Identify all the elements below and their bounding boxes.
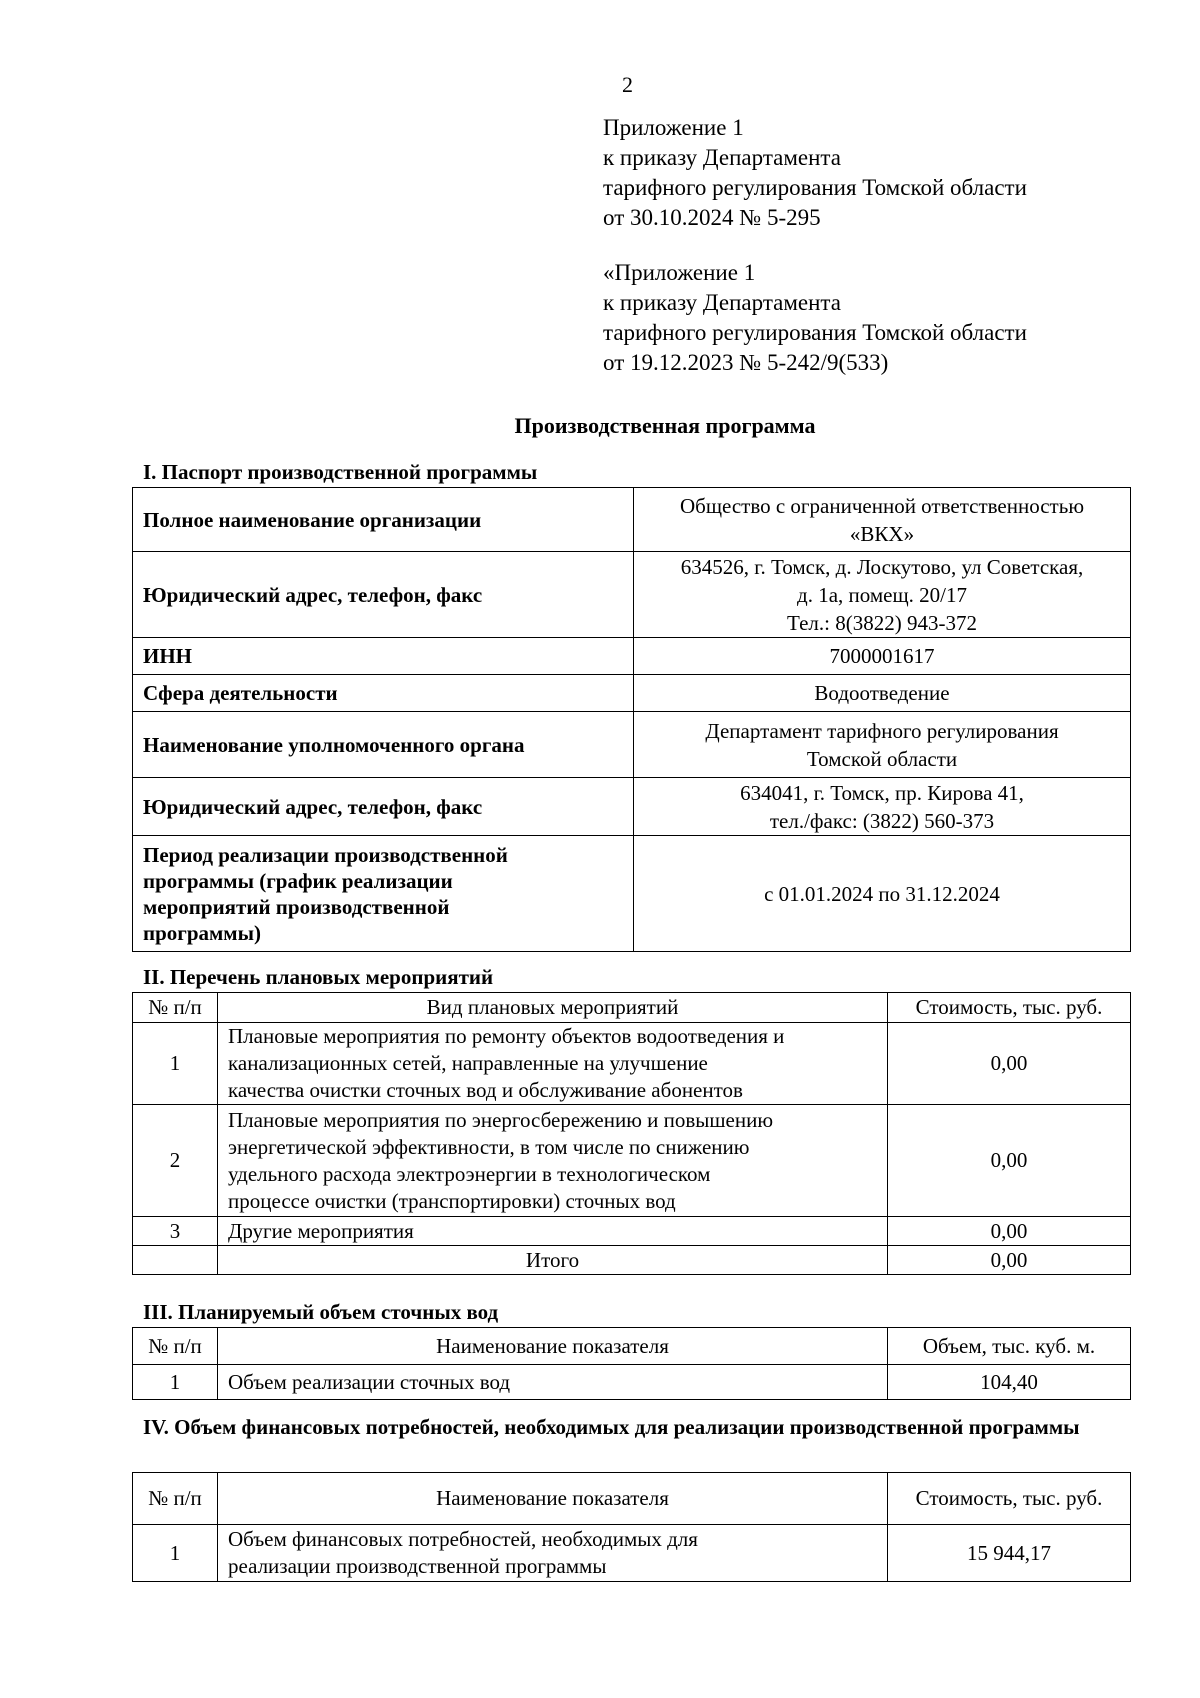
value-line: тел./факс: (3822) 560-373: [769, 808, 995, 833]
text-line: качества очистки сточных вод и обслуживание абонентов: [228, 1078, 743, 1102]
total-label: Итого: [218, 1246, 888, 1275]
indicator-value: 104,40: [888, 1365, 1131, 1400]
value-line: Тел.: 8(3822) 943-372: [787, 610, 977, 635]
indicator-cost: 15 944,17: [888, 1525, 1131, 1582]
table-row: [133, 1525, 1131, 1582]
text-line: реализации производственной программы: [228, 1554, 607, 1578]
appendix-line: тарифного регулирования Томской области: [603, 320, 1027, 345]
activity-cost: 0,00: [888, 1105, 1131, 1217]
document-title: Производственная программа: [514, 413, 816, 438]
table-row: [133, 1365, 1131, 1400]
wastewater-volume-table: [132, 1327, 1131, 1400]
passport-label: Наименование уполномоченного органа: [133, 712, 634, 778]
table-header-row: [133, 993, 1131, 1023]
section-1-heading: I. Паспорт производственной программы: [143, 460, 538, 484]
text-line: удельного расхода электроэнергии в технологическом: [228, 1161, 711, 1186]
activity-name: [218, 1023, 888, 1105]
indicator-name: [218, 1525, 888, 1582]
activity-name: [218, 1105, 888, 1217]
table-row: [133, 1217, 1131, 1246]
passport-value: [634, 712, 1131, 778]
passport-label: Сфера деятельности: [133, 675, 634, 712]
table-row: [133, 778, 1131, 836]
column-header: Объем, тыс. куб. м.: [888, 1328, 1131, 1365]
text-line: Объем финансовых потребностей, необходимых для: [228, 1527, 698, 1551]
activity-name: Другие мероприятия: [218, 1217, 888, 1246]
appendix-line: от 30.10.2024 № 5-295: [603, 205, 821, 230]
appendix-line: тарифного регулирования Томской области: [603, 175, 1027, 200]
table-row: [133, 1023, 1131, 1105]
appendix-line: от 19.12.2023 № 5-242/9(533): [603, 350, 889, 375]
passport-label: Юридический адрес, телефон, факс: [133, 552, 634, 638]
value-line: «ВКХ»: [849, 521, 915, 546]
table-header-row: [133, 1473, 1131, 1525]
appendix-line: Приложение 1: [603, 115, 744, 140]
activity-cost: 0,00: [888, 1023, 1131, 1105]
activity-cost: 0,00: [888, 1217, 1131, 1246]
value-line: 634041, г. Томск, пр. Кирова 41,: [740, 780, 1024, 805]
passport-label: Юридический адрес, телефон, факс: [133, 778, 634, 836]
column-header: № п/п: [133, 1328, 218, 1365]
passport-label: ИНН: [133, 638, 634, 675]
value-line: Общество с ограниченной ответственностью: [679, 493, 1085, 518]
label-line: мероприятий производственной: [143, 894, 450, 919]
text-line: канализационных сетей, направленные на улучшение: [228, 1051, 708, 1075]
table-row: [133, 675, 1131, 712]
text-line: Плановые мероприятия по энергосбережению и повышению: [228, 1107, 774, 1132]
financial-needs-table: [132, 1472, 1131, 1582]
passport-table: [132, 487, 1131, 952]
passport-value: Водоотведение: [634, 675, 1131, 712]
passport-label: Полное наименование организации: [133, 488, 634, 552]
value-line: Томской области: [806, 746, 958, 771]
table-row: [133, 552, 1131, 638]
table-total-row: [133, 1246, 1131, 1275]
section-4-heading: IV. Объем финансовых потребностей, необходимых для реализации производственной программы: [143, 1415, 1080, 1439]
passport-value: [634, 778, 1131, 836]
table-row: [133, 836, 1131, 952]
appendix-line: к приказу Департамента: [603, 290, 841, 315]
row-number: 1: [133, 1023, 218, 1105]
table-row: [133, 712, 1131, 778]
column-header: № п/п: [133, 993, 218, 1023]
row-number: 1: [133, 1365, 218, 1400]
text-line: процессе очистки (транспортировки) сточных вод: [228, 1188, 676, 1213]
table-header-row: [133, 1328, 1131, 1365]
label-line: программы): [143, 920, 261, 945]
activities-table: [132, 992, 1131, 1275]
section-3-heading: III. Планируемый объем сточных вод: [143, 1300, 499, 1324]
appendix-current-header: [603, 113, 1027, 233]
appendix-line: «Приложение 1: [603, 260, 756, 285]
appendix-line: к приказу Департамента: [603, 145, 841, 170]
row-number: 2: [133, 1105, 218, 1217]
table-row: [133, 638, 1131, 675]
column-header: Наименование показателя: [218, 1473, 888, 1525]
table-row: [133, 488, 1131, 552]
value-line: Департамент тарифного регулирования: [705, 718, 1059, 743]
passport-value: [634, 552, 1131, 638]
indicator-name: Объем реализации сточных вод: [218, 1365, 888, 1400]
value-line: 634526, г. Томск, д. Лоскутово, ул Советская,: [680, 554, 1084, 579]
row-number: 1: [133, 1525, 218, 1582]
column-header: Вид плановых мероприятий: [218, 993, 888, 1023]
empty-cell: [133, 1246, 218, 1275]
total-cost: 0,00: [888, 1246, 1131, 1275]
label-line: Период реализации производственной: [143, 842, 508, 867]
passport-value: [634, 488, 1131, 552]
section-2-heading: II. Перечень плановых мероприятий: [143, 965, 494, 989]
page-number: 2: [622, 72, 633, 97]
passport-label: [133, 836, 634, 952]
passport-value: 7000001617: [634, 638, 1131, 675]
table-row: [133, 1105, 1131, 1217]
column-header: Наименование показателя: [218, 1328, 888, 1365]
text-line: Плановые мероприятия по ремонту объектов водоотведения и: [228, 1024, 785, 1048]
text-line: энергетической эффективности, в том числе по снижению: [228, 1134, 750, 1159]
label-line: программы (график реализации: [143, 868, 453, 893]
appendix-previous-header: [603, 258, 1027, 378]
value-line: д. 1а, помещ. 20/17: [797, 582, 967, 607]
column-header: Стоимость, тыс. руб.: [888, 1473, 1131, 1525]
column-header: Стоимость, тыс. руб.: [888, 993, 1131, 1023]
passport-value: с 01.01.2024 по 31.12.2024: [634, 836, 1131, 952]
row-number: 3: [133, 1217, 218, 1246]
column-header: № п/п: [133, 1473, 218, 1525]
